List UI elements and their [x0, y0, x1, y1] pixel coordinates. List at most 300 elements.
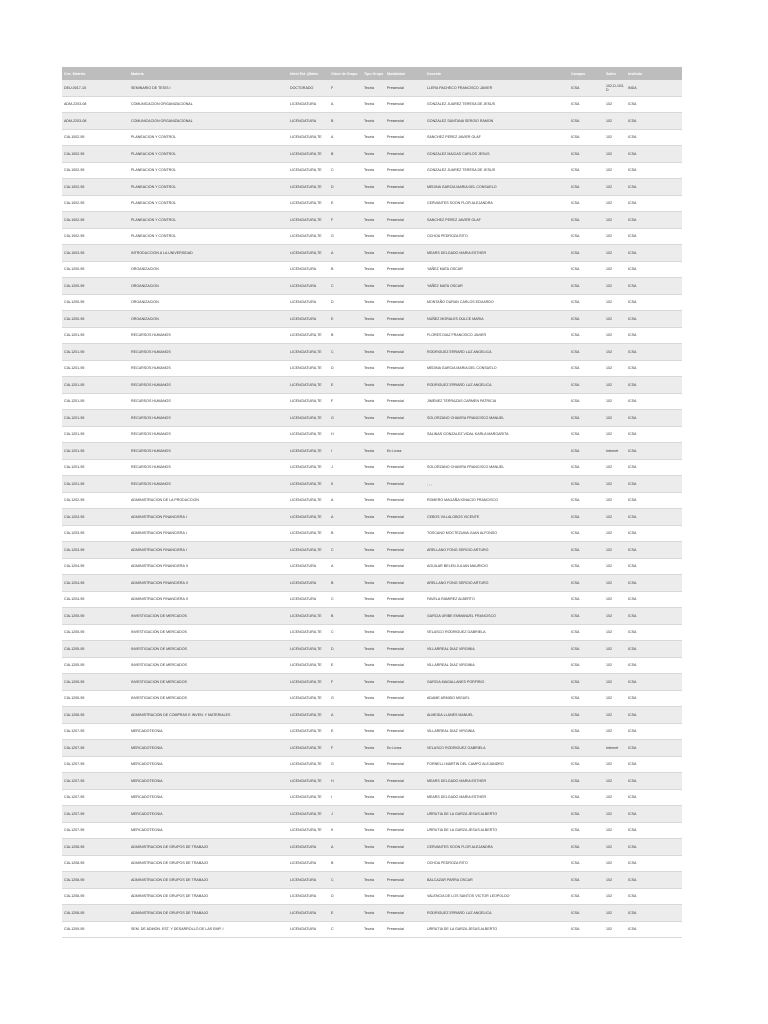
table-row: [62, 96, 682, 113]
cell-instituto: ICSA: [626, 657, 682, 674]
cell-cve-materia: CIA-1203-95: [62, 542, 129, 559]
cell-nivel: LICENCIATURA,TE: [288, 146, 329, 163]
cell-materia: RECURSOS HUMANOS: [129, 476, 288, 493]
cell-docente: MEARS DELGADO MARIA ESTHER: [425, 789, 569, 806]
cell-materia: ADMINISTRACION FINANCIERA II: [129, 558, 288, 575]
cell-docente: , , ,: [425, 476, 569, 493]
cell-campus: ICSA: [569, 756, 604, 773]
cell-materia: MERCADOTECNIA: [129, 789, 288, 806]
cell-nivel: LICENCIATURA,TE: [288, 509, 329, 526]
cell-cve-materia: DEU-0017-15: [62, 80, 129, 96]
cell-campus: ICSA: [569, 146, 604, 163]
table-row: [62, 294, 682, 311]
cell-instituto: ICSA: [626, 641, 682, 658]
cell-campus: ICSA: [569, 129, 604, 146]
cell-salon: 102: [604, 245, 626, 262]
cell-salon: 102: [604, 410, 626, 427]
cell-modalidad: Presencial: [385, 723, 425, 740]
cell-clave-grupo: F: [329, 674, 362, 691]
cell-tipo-grupo: Teoría: [362, 245, 385, 262]
cell-salon: 102: [604, 921, 626, 938]
cell-materia: COMUNICACION ORGANIZACIONAL: [129, 113, 288, 130]
cell-docente: SOLORZANO CHAVIRA FRANCISCO MANUEL: [425, 410, 569, 427]
table-row: [62, 591, 682, 608]
cell-clave-grupo: C: [329, 344, 362, 361]
cell-instituto: ICSA: [626, 806, 682, 823]
cell-materia: ORGANIZACION: [129, 294, 288, 311]
cell-modalidad: Presencial: [385, 806, 425, 823]
header-instituto: Instituto: [626, 67, 682, 80]
cell-cve-materia: CIA-1205-95: [62, 657, 129, 674]
cell-instituto: ICSA: [626, 822, 682, 839]
cell-nivel: LICENCIATURA: [288, 839, 329, 856]
cell-docente: MEARS DELGADO MARIA ESTHER: [425, 773, 569, 790]
cell-tipo-grupo: Teoría: [362, 657, 385, 674]
cell-materia: INTRODUCCION A LA UNIVERSIDAD: [129, 245, 288, 262]
cell-clave-grupo: E: [329, 905, 362, 922]
cell-campus: ICSA: [569, 905, 604, 922]
cell-tipo-grupo: Teoría: [362, 542, 385, 559]
cell-tipo-grupo: Teoría: [362, 443, 385, 460]
cell-clave-grupo: E: [329, 311, 362, 328]
cell-clave-grupo: I: [329, 443, 362, 460]
cell-tipo-grupo: Teoría: [362, 888, 385, 905]
cell-modalidad: Presencial: [385, 212, 425, 229]
header-materia: Materia: [129, 67, 288, 80]
cell-modalidad: Presencial: [385, 509, 425, 526]
cell-campus: ICSA: [569, 162, 604, 179]
cell-modalidad: Presencial: [385, 558, 425, 575]
cell-salon: 102: [604, 608, 626, 625]
table-row: [62, 492, 682, 509]
cell-docente: CERVANTES SOON FLOR ALEJANDRA: [425, 195, 569, 212]
cell-instituto: ICSA: [626, 195, 682, 212]
table-row: [62, 657, 682, 674]
cell-nivel: LICENCIATURA: [288, 261, 329, 278]
cell-materia: RECURSOS HUMANOS: [129, 344, 288, 361]
cell-nivel: LICENCIATURA,TE: [288, 773, 329, 790]
cell-clave-grupo: F: [329, 393, 362, 410]
table-row: [62, 261, 682, 278]
cell-clave-grupo: K: [329, 476, 362, 493]
cell-docente: RODRIGUEZ ERRARD LUZ ANGELICA: [425, 377, 569, 394]
table-row: [62, 195, 682, 212]
cell-materia: ADMINISTRACION DE GRUPOS DE TRABAJO: [129, 888, 288, 905]
cell-tipo-grupo: Teoría: [362, 195, 385, 212]
cell-instituto: ICSA: [626, 146, 682, 163]
cell-materia: ADMINISTRACION FINANCIERA I: [129, 542, 288, 559]
cell-cve-materia: CIA-1208-95: [62, 839, 129, 856]
cell-nivel: LICENCIATURA,TE: [288, 690, 329, 707]
cell-clave-grupo: E: [329, 657, 362, 674]
cell-tipo-grupo: Teoría: [362, 624, 385, 641]
cell-salon: Internet: [604, 443, 626, 460]
cell-docente: GARCIA MAGALLANES PORFIRIO: [425, 674, 569, 691]
cell-salon: 102: [604, 690, 626, 707]
cell-salon: 102: [604, 657, 626, 674]
cell-campus: ICSA: [569, 80, 604, 96]
cell-tipo-grupo: Teoría: [362, 690, 385, 707]
cell-modalidad: Presencial: [385, 393, 425, 410]
cell-materia: COMUNICACION ORGANIZACIONAL: [129, 96, 288, 113]
cell-docente: ADAME ARMIDO MIGUEL: [425, 690, 569, 707]
cell-instituto: ICSA: [626, 674, 682, 691]
cell-cve-materia: CIA-1203-95: [62, 525, 129, 542]
table-row: [62, 806, 682, 823]
cell-instituto: ICSA: [626, 921, 682, 938]
cell-nivel: LICENCIATURA,TE: [288, 129, 329, 146]
cell-cve-materia: ADM-2203-08: [62, 96, 129, 113]
cell-tipo-grupo: Teoría: [362, 327, 385, 344]
cell-docente: RODRIGUEZ ERRARD LUZ ANGELICA: [425, 344, 569, 361]
cell-cve-materia: CIA-1201-95: [62, 410, 129, 427]
cell-cve-materia: CIA-1205-95: [62, 690, 129, 707]
table-header: [62, 67, 682, 80]
cell-tipo-grupo: Teoría: [362, 212, 385, 229]
cell-docente: URRUTIA DE LA GARZA JESUS ALBERTO: [425, 921, 569, 938]
cell-nivel: LICENCIATURA,TE: [288, 740, 329, 757]
cell-nivel: LICENCIATURA,TE: [288, 674, 329, 691]
cell-tipo-grupo: Teoría: [362, 855, 385, 872]
cell-campus: ICSA: [569, 888, 604, 905]
cell-clave-grupo: A: [329, 509, 362, 526]
cell-salon: 102: [604, 294, 626, 311]
cell-tipo-grupo: Teoría: [362, 113, 385, 130]
cell-clave-grupo: F: [329, 740, 362, 757]
cell-tipo-grupo: Teoría: [362, 377, 385, 394]
cell-cve-materia: CIA-1205-95: [62, 624, 129, 641]
cell-campus: ICSA: [569, 624, 604, 641]
cell-materia: INVESTIGACION DE MERCADOS: [129, 624, 288, 641]
table-row: [62, 575, 682, 592]
cell-salon: 102: [604, 591, 626, 608]
cell-clave-grupo: C: [329, 872, 362, 889]
table-row: [62, 113, 682, 130]
table-row: [62, 377, 682, 394]
cell-nivel: LICENCIATURA: [288, 278, 329, 295]
cell-modalidad: Presencial: [385, 921, 425, 938]
table-row: [62, 509, 682, 526]
cell-cve-materia: CIA-1205-95: [62, 641, 129, 658]
cell-nivel: LICENCIATURA: [288, 575, 329, 592]
cell-campus: ICSA: [569, 789, 604, 806]
cell-clave-grupo: A: [329, 839, 362, 856]
cell-nivel: LICENCIATURA,TE: [288, 641, 329, 658]
cell-cve-materia: CIA-1204-95: [62, 558, 129, 575]
cell-modalidad: Presencial: [385, 228, 425, 245]
table-row: [62, 822, 682, 839]
cell-campus: ICSA: [569, 591, 604, 608]
cell-instituto: ICSA: [626, 872, 682, 889]
cell-materia: MERCADOTECNIA: [129, 740, 288, 757]
table-row: [62, 443, 682, 460]
cell-modalidad: Presencial: [385, 96, 425, 113]
cell-nivel: LICENCIATURA,TE: [288, 822, 329, 839]
cell-materia: ADMINISTRACION FINANCIERA II: [129, 575, 288, 592]
cell-instituto: ICSA: [626, 558, 682, 575]
cell-docente: GARCIA URIBE EMMANUEL FRANCISCO: [425, 608, 569, 625]
cell-materia: MERCADOTECNIA: [129, 773, 288, 790]
cell-campus: ICSA: [569, 294, 604, 311]
cell-docente: ARELLANO FONG SERGIO ARTURO: [425, 542, 569, 559]
cell-clave-grupo: A: [329, 707, 362, 724]
cell-tipo-grupo: Teoría: [362, 822, 385, 839]
cell-salon: 102: [604, 377, 626, 394]
cell-salon: 102: [604, 575, 626, 592]
cell-materia: ORGANIZACION: [129, 311, 288, 328]
cell-salon: 102: [604, 822, 626, 839]
cell-instituto: ICSA: [626, 410, 682, 427]
cell-docente: VILLARREAL DIAZ VIRGINIA: [425, 657, 569, 674]
cell-materia: INVESTIGACION DE MERCADOS: [129, 657, 288, 674]
cell-campus: ICSA: [569, 476, 604, 493]
cell-modalidad: Presencial: [385, 146, 425, 163]
cell-clave-grupo: G: [329, 690, 362, 707]
cell-instituto: ICSA: [626, 377, 682, 394]
cell-campus: ICSA: [569, 327, 604, 344]
cell-modalidad: Presencial: [385, 608, 425, 625]
table-row: [62, 888, 682, 905]
header-row: [62, 67, 682, 80]
header-salon: Salón: [604, 67, 626, 80]
cell-instituto: ICSA: [626, 360, 682, 377]
table-row: [62, 905, 682, 922]
table-row: [62, 839, 682, 856]
header-clave-grupo: Clave de Grupo: [329, 67, 362, 80]
cell-nivel: LICENCIATURA,TE: [288, 525, 329, 542]
cell-cve-materia: CIA-1205-95: [62, 674, 129, 691]
cell-tipo-grupo: Teoría: [362, 641, 385, 658]
cell-modalidad: Presencial: [385, 294, 425, 311]
cell-campus: ICSA: [569, 921, 604, 938]
cell-materia: ORGANIZACION: [129, 261, 288, 278]
header-nivel: Nivel Est. (Mater.: [288, 67, 329, 80]
cell-salon: 102: [604, 624, 626, 641]
cell-salon: 102: [604, 558, 626, 575]
cell-modalidad: Presencial: [385, 773, 425, 790]
cell-salon: 102: [604, 492, 626, 509]
cell-clave-grupo: C: [329, 921, 362, 938]
cell-salon: 102: [604, 872, 626, 889]
cell-modalidad: Presencial: [385, 179, 425, 196]
cell-tipo-grupo: Teoría: [362, 311, 385, 328]
cell-docente: [425, 443, 569, 460]
cell-nivel: LICENCIATURA,TE: [288, 410, 329, 427]
cell-campus: ICSA: [569, 657, 604, 674]
cell-materia: PLANEACION Y CONTROL: [129, 129, 288, 146]
cell-modalidad: Presencial: [385, 360, 425, 377]
cell-cve-materia: CIA-1207-95: [62, 723, 129, 740]
table-row: [62, 146, 682, 163]
cell-modalidad: Presencial: [385, 80, 425, 96]
cell-nivel: LICENCIATURA,TE: [288, 443, 329, 460]
table-row: [62, 921, 682, 938]
cell-modalidad: Presencial: [385, 591, 425, 608]
cell-campus: ICSA: [569, 674, 604, 691]
cell-modalidad: Presencial: [385, 410, 425, 427]
cell-tipo-grupo: Teoría: [362, 740, 385, 757]
cell-tipo-grupo: Teoría: [362, 872, 385, 889]
cell-clave-grupo: B: [329, 327, 362, 344]
cell-instituto: ICSA: [626, 789, 682, 806]
cell-campus: ICSA: [569, 558, 604, 575]
cell-docente: MEARS DELGADO MARIA ESTHER: [425, 245, 569, 262]
cell-cve-materia: CIA-1208-95: [62, 888, 129, 905]
cell-nivel: LICENCIATURA,TE: [288, 756, 329, 773]
cell-modalidad: Presencial: [385, 492, 425, 509]
cell-nivel: LICENCIATURA,TE: [288, 657, 329, 674]
table-row: [62, 756, 682, 773]
table-row: [62, 674, 682, 691]
header-modalidad: Modalidad: [385, 67, 425, 80]
cell-clave-grupo: C: [329, 162, 362, 179]
cell-nivel: LICENCIATURA: [288, 558, 329, 575]
cell-modalidad: Presencial: [385, 839, 425, 856]
cell-campus: ICSA: [569, 311, 604, 328]
table-row: [62, 459, 682, 476]
cell-materia: RECURSOS HUMANOS: [129, 360, 288, 377]
cell-docente: VILLARREAL DIAZ VIRGINIA: [425, 641, 569, 658]
cell-docente: URRUTIA DE LA GARZA JESUS ALBERTO: [425, 822, 569, 839]
cell-nivel: LICENCIATURA: [288, 591, 329, 608]
cell-nivel: LICENCIATURA,TE: [288, 377, 329, 394]
cell-nivel: LICENCIATURA,TE: [288, 228, 329, 245]
cell-campus: ICSA: [569, 459, 604, 476]
cell-docente: ALMEIDA LLANES MANUEL: [425, 707, 569, 724]
cell-materia: SEMINARIO DE TESIS I: [129, 80, 288, 96]
cell-instituto: ICSA: [626, 476, 682, 493]
cell-nivel: DOCTORADO: [288, 80, 329, 96]
cell-materia: RECURSOS HUMANOS: [129, 377, 288, 394]
cell-materia: RECURSOS HUMANOS: [129, 459, 288, 476]
cell-tipo-grupo: Teoría: [362, 789, 385, 806]
cell-salon: 102: [604, 855, 626, 872]
table-row: [62, 525, 682, 542]
cell-clave-grupo: G: [329, 410, 362, 427]
cell-tipo-grupo: Teoría: [362, 410, 385, 427]
cell-cve-materia: CIA-1200-95: [62, 311, 129, 328]
cell-clave-grupo: A: [329, 96, 362, 113]
cell-campus: ICSA: [569, 525, 604, 542]
cell-docente: LLERA PACHECO FRANCISCO JAVIER: [425, 80, 569, 96]
cell-tipo-grupo: Teoría: [362, 96, 385, 113]
cell-cve-materia: CIA-1202-95: [62, 492, 129, 509]
cell-cve-materia: CIA-1002-95: [62, 146, 129, 163]
cell-instituto: ICSA: [626, 245, 682, 262]
cell-cve-materia: CIA-1200-95: [62, 278, 129, 295]
table-row: [62, 608, 682, 625]
cell-nivel: LICENCIATURA,TE: [288, 492, 329, 509]
cell-cve-materia: CIA-1205-95: [62, 608, 129, 625]
cell-modalidad: Presencial: [385, 690, 425, 707]
cell-cve-materia: CIA-1003-95: [62, 245, 129, 262]
cell-docente: MONTAÑO DURAN CARLOS EDUARDO: [425, 294, 569, 311]
cell-salon: 102: [604, 459, 626, 476]
cell-tipo-grupo: Teoría: [362, 80, 385, 96]
cell-campus: ICSA: [569, 393, 604, 410]
cell-nivel: LICENCIATURA,TE: [288, 245, 329, 262]
cell-docente: JIMENEZ TERRAZAS CARMEN PATRICIA: [425, 393, 569, 410]
cell-instituto: ICSA: [626, 888, 682, 905]
cell-clave-grupo: B: [329, 575, 362, 592]
cell-cve-materia: CIA-1002-95: [62, 129, 129, 146]
cell-salon: 102: [604, 426, 626, 443]
cell-materia: ADMINISTRACION FINANCIERA I: [129, 525, 288, 542]
cell-campus: ICSA: [569, 822, 604, 839]
cell-campus: ICSA: [569, 839, 604, 856]
cell-modalidad: Presencial: [385, 624, 425, 641]
cell-nivel: LICENCIATURA: [288, 96, 329, 113]
cell-campus: ICSA: [569, 228, 604, 245]
cell-cve-materia: CIA-1207-95: [62, 806, 129, 823]
cell-salon: 102: [604, 228, 626, 245]
cell-docente: SANCHEZ PEREZ JAVIER OLAF: [425, 129, 569, 146]
cell-clave-grupo: C: [329, 278, 362, 295]
cell-salon: 102: [604, 723, 626, 740]
cell-materia: RECURSOS HUMANOS: [129, 327, 288, 344]
cell-campus: ICSA: [569, 96, 604, 113]
cell-campus: ICSA: [569, 740, 604, 757]
cell-campus: ICSA: [569, 245, 604, 262]
cell-materia: ORGANIZACION: [129, 278, 288, 295]
table-body: [62, 80, 682, 938]
cell-campus: ICSA: [569, 723, 604, 740]
cell-campus: ICSA: [569, 872, 604, 889]
cell-docente: CERVANTES SOON FLOR ALEJANDRA: [425, 839, 569, 856]
cell-docente: FAVELA RAMIREZ ALBERTO: [425, 591, 569, 608]
cell-instituto: ICSA: [626, 327, 682, 344]
cell-cve-materia: CIA-1201-95: [62, 459, 129, 476]
table-row: [62, 129, 682, 146]
cell-modalidad: Presencial: [385, 888, 425, 905]
cell-instituto: ICSA: [626, 608, 682, 625]
cell-nivel: LICENCIATURA: [288, 872, 329, 889]
cell-materia: RECURSOS HUMANOS: [129, 410, 288, 427]
cell-instituto: ICSA: [626, 839, 682, 856]
table-row: [62, 624, 682, 641]
cell-campus: ICSA: [569, 113, 604, 130]
cell-clave-grupo: A: [329, 245, 362, 262]
cell-salon: 102: [604, 773, 626, 790]
table-row: [62, 723, 682, 740]
cell-clave-grupo: E: [329, 723, 362, 740]
table-row: [62, 179, 682, 196]
cell-tipo-grupo: Teoría: [362, 608, 385, 625]
cell-instituto: ICSA: [626, 905, 682, 922]
cell-docente: TOSCANO MOCTEZUMA JUAN ALFONSO: [425, 525, 569, 542]
cell-docente: ARELLANO FONG SERGIO ARTURO: [425, 575, 569, 592]
cell-salon: Internet: [604, 740, 626, 757]
cell-docente: GONZALEZ SANTANA SERGIO RAMON: [425, 113, 569, 130]
header-campus: Campus: [569, 67, 604, 80]
cell-docente: VILLARREAL DIAZ VIRGINIA: [425, 723, 569, 740]
cell-nivel: LICENCIATURA: [288, 294, 329, 311]
cell-modalidad: Presencial: [385, 855, 425, 872]
cell-clave-grupo: J: [329, 459, 362, 476]
cell-nivel: LICENCIATURA,TE: [288, 707, 329, 724]
cell-nivel: LICENCIATURA,TE: [288, 459, 329, 476]
cell-nivel: LICENCIATURA: [288, 888, 329, 905]
cell-materia: ADMINISTRACION DE GRUPOS DE TRABAJO: [129, 839, 288, 856]
cell-materia: INVESTIGACION DE MERCADOS: [129, 641, 288, 658]
cell-cve-materia: CIA-1002-95: [62, 195, 129, 212]
cell-modalidad: Presencial: [385, 113, 425, 130]
cell-modalidad: Presencial: [385, 459, 425, 476]
cell-materia: MERCADOTECNIA: [129, 723, 288, 740]
cell-docente: VELASCO RODRIGUEZ GABRIELA: [425, 624, 569, 641]
table-row: [62, 344, 682, 361]
cell-salon: 102-D-103-D: [604, 80, 626, 96]
